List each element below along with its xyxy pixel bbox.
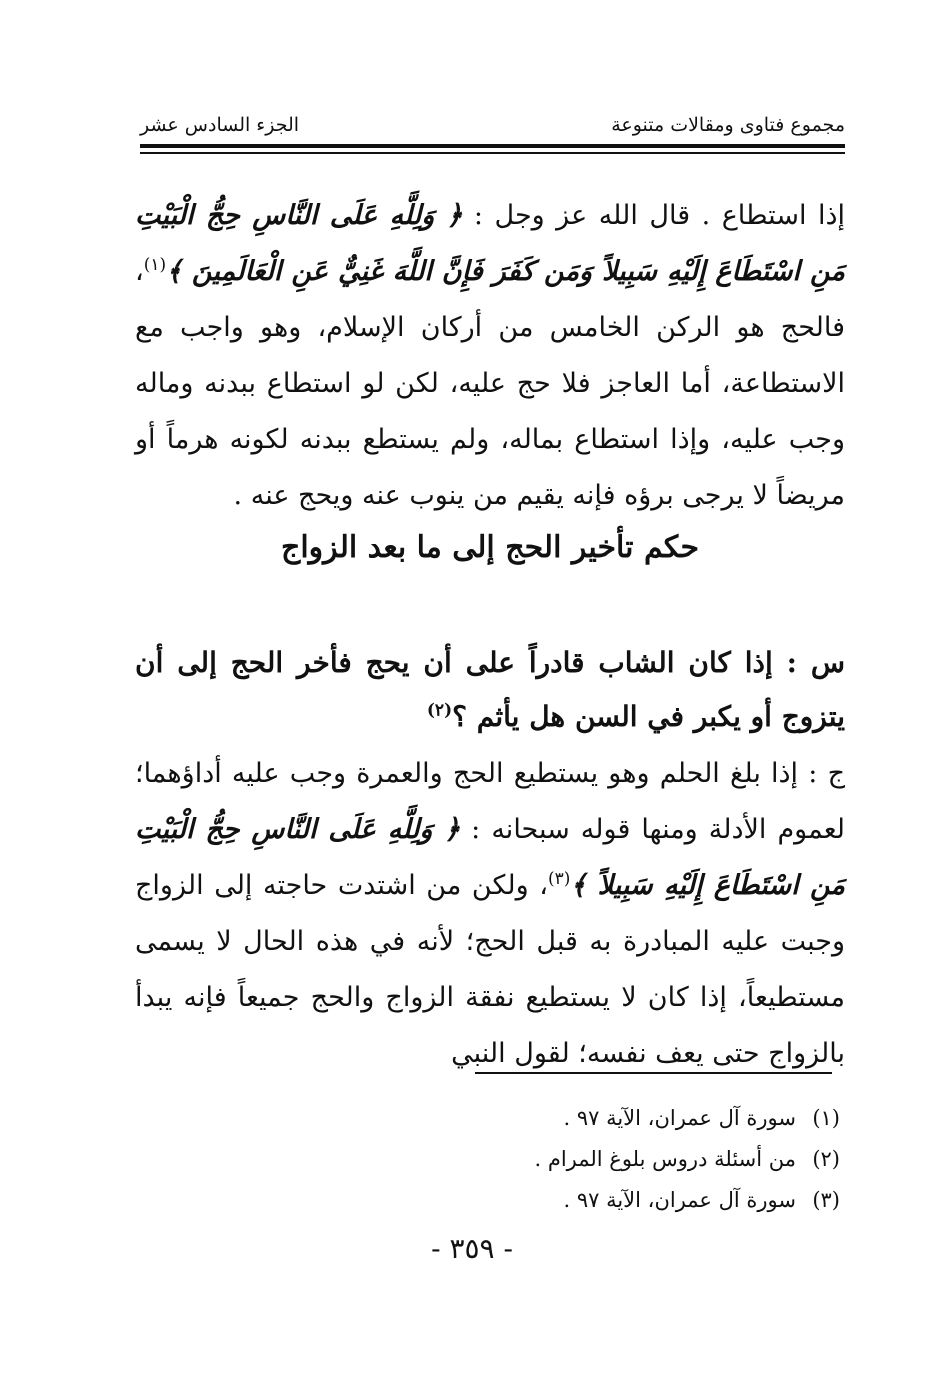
quran-verse: ﴿ وَلِلَّهِ عَلَى النَّاسِ حِجُّ الْبَيْتِ مَنِ اسْتَطَاعَ إِلَيْهِ سَبِيلاً وَمَن كَفَرَ فَإِنَّ اللَّهَ غَنِيٌّ عَنِ الْعَالَمِينَ ﴾ [135,200,845,287]
header-rule-thin [140,152,845,154]
footnote-ref: (١) [143,255,167,275]
running-header [140,108,845,136]
footnote-item [400,1139,840,1180]
question-paragraph [135,636,845,744]
quran-verse: ﴿ وَلِلَّهِ عَلَى النَّاسِ حِجُّ الْبَيْتِ مَنِ اسْتَطَاعَ إِلَيْهِ سَبِيلاً ﴾ [135,814,845,901]
footnote-text: سورة آل عمران، الآية ٩٧ . [563,1188,796,1212]
book-title: مجموع فتاوى ومقالات متنوعة [611,114,845,136]
section-title: حكم تأخير الحج إلى ما بعد الزواج [280,530,700,565]
paragraph-text: ، فالحج هو الركن الخامس من أركان الإسلام، وهو واجب مع الاستطاعة، أما العاجز فلا حج عليه، لكن لو استطاع ببدنه وماله وجب عليه، وإذا استطاع بماله، ولم يستطع ببدنه لكونه هرماً أو مريضاً لا يرجى برؤه فإنه يقيم من ينوب عنه ويحج عنه . [135,256,845,511]
footnote-number: (١) [812,1106,840,1130]
answer-paragraph [135,746,845,1082]
answer-text: ، ولكن من اشتدت حاجته إلى الزواج وجبت عليه المبادرة به قبل الحج؛ لأنه في هذه الحال لا يسمى مستطيعاً، إذا كان لا يستطيع نفقة الزواج والحج جميعاً فإنه يبدأ بالزواج حتى يعف نفسه؛ لقول النبي [135,870,845,1069]
body-paragraph [135,188,845,524]
footnote-number: (٢) [812,1147,840,1171]
footnote-item [400,1098,840,1139]
footnote-text: من أسئلة دروس بلوغ المرام . [534,1147,796,1171]
paragraph-text: إذا استطاع . قال الله عز وجل : [462,200,845,231]
footnotes-list [400,1098,840,1221]
header-rule-thick [140,144,845,148]
footnote-ref: (٣) [547,869,571,889]
footnote-separator [475,1072,832,1074]
question-text: س : إذا كان الشاب قادراً على أن يحج فأخر الحج إلى أن يتزوج أو يكبر في السن هل يأثم ؟ [135,646,845,733]
answer-text: ج : إذا بلغ الحلم وهو يستطيع الحج والعمرة وجب عليه أداؤهما؛ لعموم الأدلة ومنها قوله سبحانه : [135,758,845,845]
footnote-item [400,1180,840,1221]
page-number: - ٣٥٩ - [431,1232,513,1265]
footnote-text: سورة آل عمران، الآية ٩٧ . [563,1106,796,1130]
footnote-number: (٣) [812,1188,840,1212]
volume-label: الجزء السادس عشر [140,114,300,136]
footnote-ref: (٢) [426,700,453,721]
